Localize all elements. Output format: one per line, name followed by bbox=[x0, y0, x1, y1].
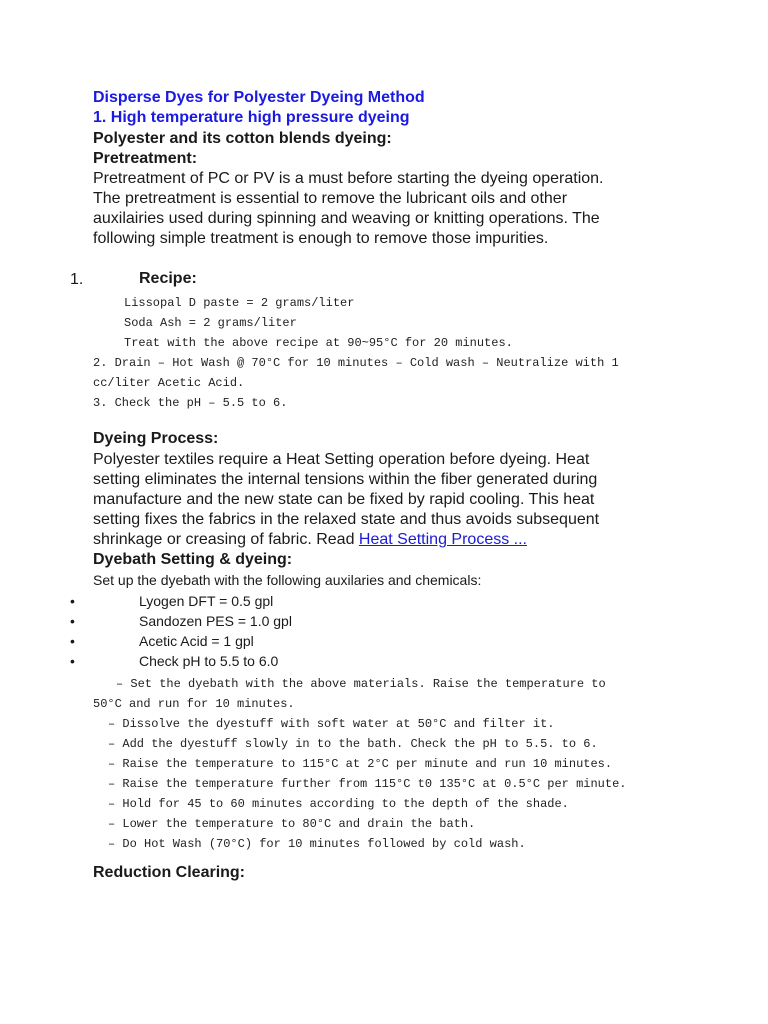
dyeing-step: – Dissolve the dyestuff with soft water at 50°C and filter it. bbox=[108, 717, 555, 731]
heading-dyebath: Dyebath Setting & dyeing: bbox=[93, 551, 293, 568]
paragraph-line-text: shrinkage or creasing of fabric. Read bbox=[93, 531, 359, 548]
paragraph-line: Pretreatment of PC or PV is a must before starting the dyeing operation. bbox=[93, 170, 604, 187]
bullet-icon: • bbox=[70, 653, 75, 669]
paragraph-line: manufacture and the new state can be fixed by rapid cooling. This heat bbox=[93, 491, 595, 508]
recipe-line: 3. Check the pH – 5.5 to 6. bbox=[93, 396, 288, 410]
chemical-item: Acetic Acid = 1 gpl bbox=[139, 633, 254, 649]
dyeing-step: – Lower the temperature to 80°C and drain the bath. bbox=[108, 817, 476, 831]
dyeing-step: – Set the dyebath with the above materials. Raise the temperature to bbox=[116, 677, 606, 691]
paragraph-line: Polyester textiles require a Heat Setting operation before dyeing. Heat bbox=[93, 451, 590, 468]
recipe-number: 1. bbox=[70, 271, 84, 288]
dyeing-process-paragraph bbox=[93, 450, 599, 550]
heading-pretreatment: Pretreatment: bbox=[93, 150, 198, 167]
bullet-icon: • bbox=[70, 613, 75, 629]
heat-setting-process-link[interactable]: Heat Setting Process ... bbox=[358, 531, 527, 548]
chemical-item: Sandozen PES = 1.0 gpl bbox=[139, 613, 292, 629]
paragraph-line: auxilairies used during spinning and weaving or knitting operations. The bbox=[93, 210, 600, 227]
dyeing-step: – Raise the temperature to 115°C at 2°C per minute and run 10 minutes. bbox=[108, 757, 613, 771]
dyeing-step: – Raise the temperature further from 115°C t0 135°C at 0.5°C per minute. bbox=[108, 777, 627, 791]
recipe-line: cc/liter Acetic Acid. bbox=[93, 376, 245, 390]
pretreatment-paragraph bbox=[93, 169, 603, 249]
paragraph-line bbox=[93, 530, 599, 550]
heading-blends: Polyester and its cotton blends dyeing: bbox=[93, 130, 392, 147]
dyeing-step: – Do Hot Wash (70°C) for 10 minutes followed by cold wash. bbox=[108, 837, 526, 851]
document-title: Disperse Dyes for Polyester Dyeing Method bbox=[93, 89, 425, 106]
recipe-line: 2. Drain – Hot Wash @ 70°C for 10 minutes – Cold wash – Neutralize with 1 bbox=[93, 356, 619, 370]
paragraph-line: setting eliminates the internal tensions within the fiber generated during bbox=[93, 471, 598, 488]
recipe-line: Treat with the above recipe at 90~95°C for 20 minutes. bbox=[124, 336, 513, 350]
dyebath-intro: Set up the dyebath with the following auxilaries and chemicals: bbox=[93, 572, 482, 588]
heading-reduction-clearing: Reduction Clearing: bbox=[93, 864, 246, 881]
recipe-line: Soda Ash = 2 grams/liter bbox=[124, 316, 297, 330]
dyeing-step: 50°C and run for 10 minutes. bbox=[93, 697, 295, 711]
heading-dyeing-process: Dyeing Process: bbox=[93, 430, 219, 447]
recipe-line: Lissopal D paste = 2 grams/liter bbox=[124, 296, 355, 310]
recipe-heading: Recipe: bbox=[139, 270, 197, 287]
section-subtitle: 1. High temperature high pressure dyeing bbox=[93, 109, 410, 126]
bullet-icon: • bbox=[70, 633, 75, 649]
paragraph-line: setting fixes the fabrics in the relaxed state and thus avoids subsequent bbox=[93, 511, 600, 528]
paragraph-line: The pretreatment is essential to remove the lubricant oils and other bbox=[93, 190, 568, 207]
dyeing-step: – Add the dyestuff slowly in to the bath. Check the pH to 5.5. to 6. bbox=[108, 737, 598, 751]
dyeing-step: – Hold for 45 to 60 minutes according to the depth of the shade. bbox=[108, 797, 569, 811]
chemical-item: Lyogen DFT = 0.5 gpl bbox=[139, 593, 274, 609]
paragraph-line: following simple treatment is enough to remove those impurities. bbox=[93, 230, 549, 247]
bullet-icon: • bbox=[70, 593, 75, 609]
chemical-item: Check pH to 5.5 to 6.0 bbox=[139, 653, 279, 669]
